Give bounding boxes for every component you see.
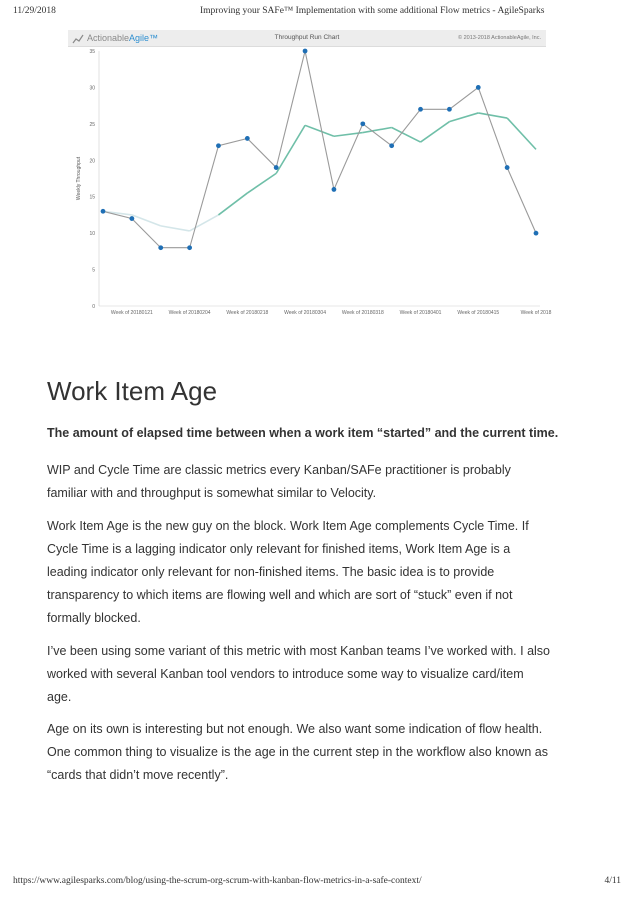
- paragraph-line: Work Item Age is the new guy on the block. Work Item Age complements Cycle Time. If: [47, 519, 529, 533]
- rolling-average-segment: [305, 125, 334, 136]
- throughput-point: [505, 165, 510, 170]
- section-title: Work Item Age: [47, 376, 218, 406]
- y-tick-label: 30: [89, 85, 95, 92]
- x-tick-label: Week of 20180204: [168, 310, 211, 316]
- brand-accent: Agile™: [129, 33, 159, 43]
- paragraph-line: “cards that didn’t move recently”.: [47, 768, 229, 782]
- throughput-point: [187, 245, 192, 250]
- y-tick-label: 25: [89, 121, 95, 128]
- paragraph-line: One common thing to visualize is the age in the current step in the workflow also known as: [47, 745, 548, 759]
- throughput-point: [101, 209, 106, 214]
- throughput-point: [389, 143, 394, 148]
- paragraph-line: transparency to which items are flowing well and which are sort of “stuck” even if not: [47, 588, 513, 602]
- chart-plot-area: [68, 47, 552, 317]
- throughput-line: [103, 51, 536, 248]
- print-page-number: 4/11: [604, 876, 621, 886]
- throughput-point: [216, 143, 221, 148]
- chart-toolbar: [68, 30, 546, 47]
- paragraph-line: age.: [47, 690, 72, 704]
- y-tick-label: 35: [89, 49, 95, 55]
- rolling-average-segment: [132, 215, 161, 226]
- x-tick-label: Week of 20180121: [110, 310, 153, 316]
- paragraph-line: WIP and Cycle Time are classic metrics every Kanban/SAFe practitioner is probably: [47, 463, 511, 477]
- x-tick-label: Week of 20180415: [457, 310, 500, 316]
- paragraph-4: [47, 718, 587, 787]
- y-tick-label: 5: [92, 267, 95, 274]
- throughput-chart: [68, 30, 552, 318]
- paragraph-line: worked with several Kanban tool vendors to introduce some way to visualize card/item: [47, 667, 524, 681]
- rolling-average-segment: [449, 113, 478, 122]
- y-tick-label: 0: [92, 304, 95, 310]
- rolling-average-segment: [218, 193, 247, 215]
- paragraph-2: [47, 515, 587, 630]
- throughput-point: [447, 107, 452, 112]
- rolling-average-segment: [161, 226, 190, 231]
- brand-name: Actionable: [87, 33, 130, 43]
- rolling-average-segment: [190, 215, 219, 231]
- print-url: https://www.agilesparks.com/blog/using-the-scrum-org-scrum-with-kanban-flow-metrics-in-a-safe-context/: [13, 876, 422, 886]
- rolling-average-segment: [421, 122, 450, 142]
- rolling-average-segment: [478, 113, 507, 118]
- throughput-point: [534, 231, 539, 236]
- rolling-average-segment: [363, 128, 392, 133]
- x-tick-label: Week of 2018: [520, 310, 552, 316]
- paragraph-3: [47, 640, 587, 709]
- throughput-point: [245, 136, 250, 141]
- paragraph-line: I’ve been using some variant of this metric with most Kanban teams I’ve worked with. I also: [47, 644, 551, 658]
- y-axis-label: Weekly Throughput: [76, 156, 82, 201]
- x-tick-label: Week of 20180218: [226, 310, 269, 316]
- print-date: 11/29/2018: [13, 6, 56, 16]
- y-tick-label: 10: [89, 231, 95, 238]
- throughput-point: [360, 121, 365, 126]
- chart-title: Throughput Run Chart: [274, 34, 340, 41]
- x-tick-label: Week of 20180401: [399, 310, 442, 316]
- paragraph-line: formally blocked.: [47, 611, 141, 625]
- throughput-point: [476, 85, 481, 90]
- x-tick-label: Week of 20180304: [284, 310, 327, 316]
- x-tick-label: Week of 20180318: [341, 310, 384, 316]
- rolling-average-segment: [507, 118, 536, 149]
- y-tick-label: 20: [89, 158, 95, 165]
- print-page-title: Improving your SAFe™ Implementation with some additional Flow metrics - AgileSparks: [200, 6, 545, 16]
- throughput-point: [332, 187, 337, 192]
- paragraph-line: familiar with and throughput is somewhat similar to Velocity.: [47, 486, 377, 500]
- throughput-point: [274, 165, 279, 170]
- throughput-point: [129, 216, 134, 221]
- paragraph-line: Cycle Time is a lagging indicator only relevant for finished items, Work Item Age is a: [47, 542, 511, 556]
- throughput-point: [303, 49, 308, 54]
- y-tick-label: 15: [89, 194, 95, 201]
- throughput-point: [158, 245, 163, 250]
- paragraph-1: [47, 459, 587, 505]
- section-lead: The amount of elapsed time between when a work item “started” and the current time.: [47, 426, 559, 440]
- paragraph-line: leading indicator only relevant for non-finished items. The basic idea is to provide: [47, 565, 495, 579]
- throughput-point: [418, 107, 423, 112]
- paragraph-line: Age on its own is interesting but not enough. We also want some indication of flow health.: [47, 722, 543, 736]
- rolling-average-segment: [247, 173, 276, 193]
- chart-copyright: © 2013-2018 ActionableAgile, Inc.: [458, 35, 541, 41]
